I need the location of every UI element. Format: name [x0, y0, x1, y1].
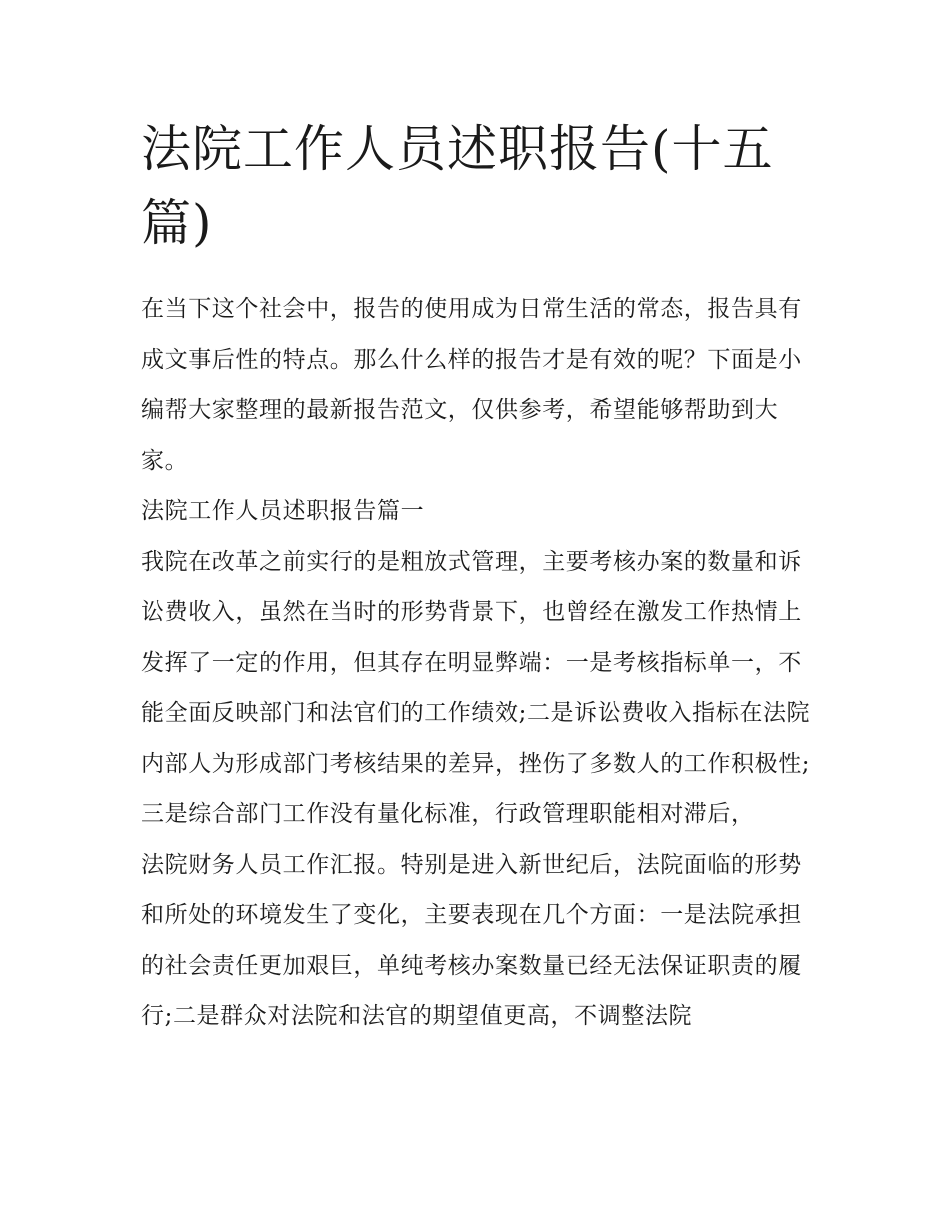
section-heading: 法院工作人员述职报告篇一	[141, 498, 425, 524]
document-title: 法院工作人员述职报告(十五篇)	[141, 120, 774, 252]
intro-paragraph: 在当下这个社会中，报告的使用成为日常生活的常态，报告具有成文事后性的特点。那么什么样的报告才是有效的呢？下面是小编帮大家整理的最新报告范文，仅供参考，希望能够帮助到大家。	[141, 296, 802, 474]
document-body	[141, 112, 821, 1042]
body-paragraph-2: 法院财务人员工作汇报。特别是进入新世纪后，法院面临的形势和所处的环境发生了变化，主要表现在几个方面：一是法院承担的社会责任更加艰巨，单纯考核办案数量已经无法保证职责的履行;二是群众对法院和法官的期望值更高，不调整法院	[141, 851, 802, 1029]
body-paragraph-1: 我院在改革之前实行的是粗放式管理，主要考核办案的数量和诉讼费收入，虽然在当时的形势背景下，也曾经在激发工作热情上发挥了一定的作用，但其存在明显弊端：一是考核指标单一，不能全面反映部门和法官们的工作绩效;二是诉讼费收入指标在法院内部人为形成部门考核结果的差异，挫伤了多数人的工作积极性;三是综合部门工作没有量化标准，行政管理职能相对滞后，	[141, 548, 811, 827]
